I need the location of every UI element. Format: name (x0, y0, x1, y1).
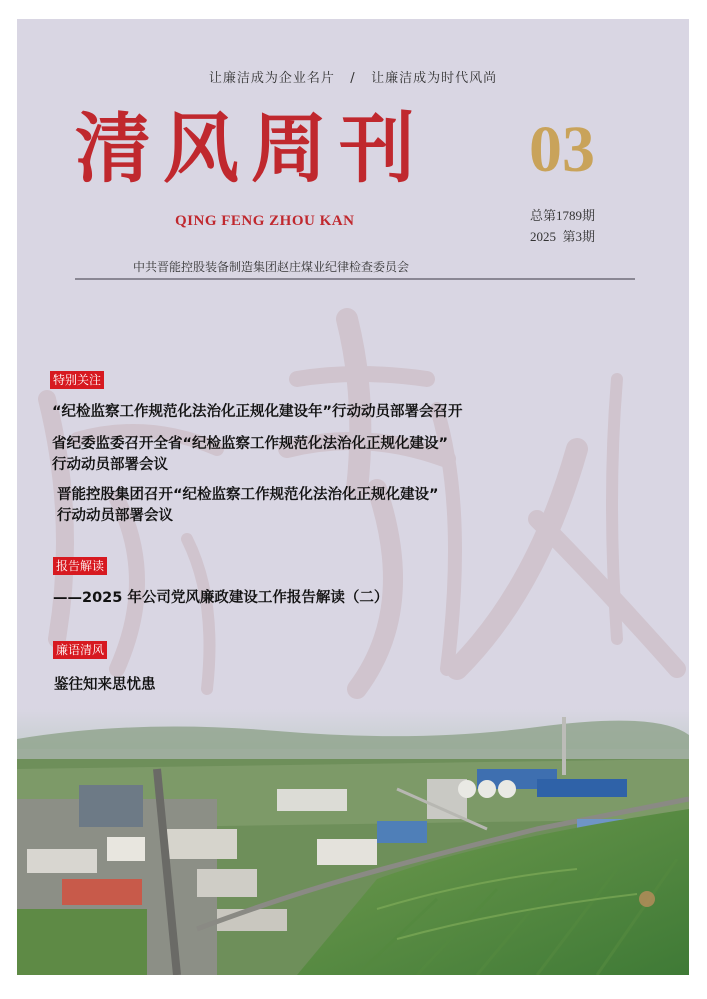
issue-total: 总第1789期 (530, 208, 596, 223)
section-tag-special-focus: 特别关注 (50, 371, 104, 389)
issue-date: 2025 第3期 (530, 229, 596, 244)
headline-line: 省纪委监委召开全省“纪检监察工作规范化法治化正规化建设” (52, 436, 449, 452)
aerial-industrial-photo (17, 709, 689, 975)
motto: 让廉洁成为企业名片 / 让廉洁成为时代风尚 (208, 71, 498, 86)
headline-line: 晋能控股集团召开“纪检监察工作规范化法治化正规化建设” (57, 487, 439, 503)
headline-item[interactable] (57, 485, 439, 527)
section-tag-report-interpretation: 报告解读 (53, 557, 107, 575)
section-tag-integrity-words: 廉语清风 (53, 641, 107, 659)
headline-item[interactable] (54, 675, 156, 696)
headline-line: “纪检监察工作规范化法治化正规化建设年”行动动员部署会召开 (52, 404, 463, 420)
headline-line: 行动动员部署会议 (52, 457, 168, 473)
issue-number: 03 (529, 113, 595, 186)
header-divider (75, 278, 635, 280)
cover-page (17, 19, 689, 975)
headline-item[interactable] (53, 588, 388, 609)
magazine-title: 清风周刊 (75, 104, 427, 193)
publisher: 中共晋能控股装备制造集团赵庄煤业纪律检查委员会 (133, 260, 410, 274)
headline-item[interactable] (52, 434, 448, 476)
magazine-title-pinyin: QING FENG ZHOU KAN (175, 213, 355, 229)
headline-item[interactable] (52, 402, 463, 423)
headline-line: ——2025 年公司党风廉政建设工作报告解读（二） (53, 590, 389, 606)
headline-line: 鉴往知来思忧患 (54, 677, 156, 693)
headline-line: 行动动员部署会议 (57, 508, 173, 524)
